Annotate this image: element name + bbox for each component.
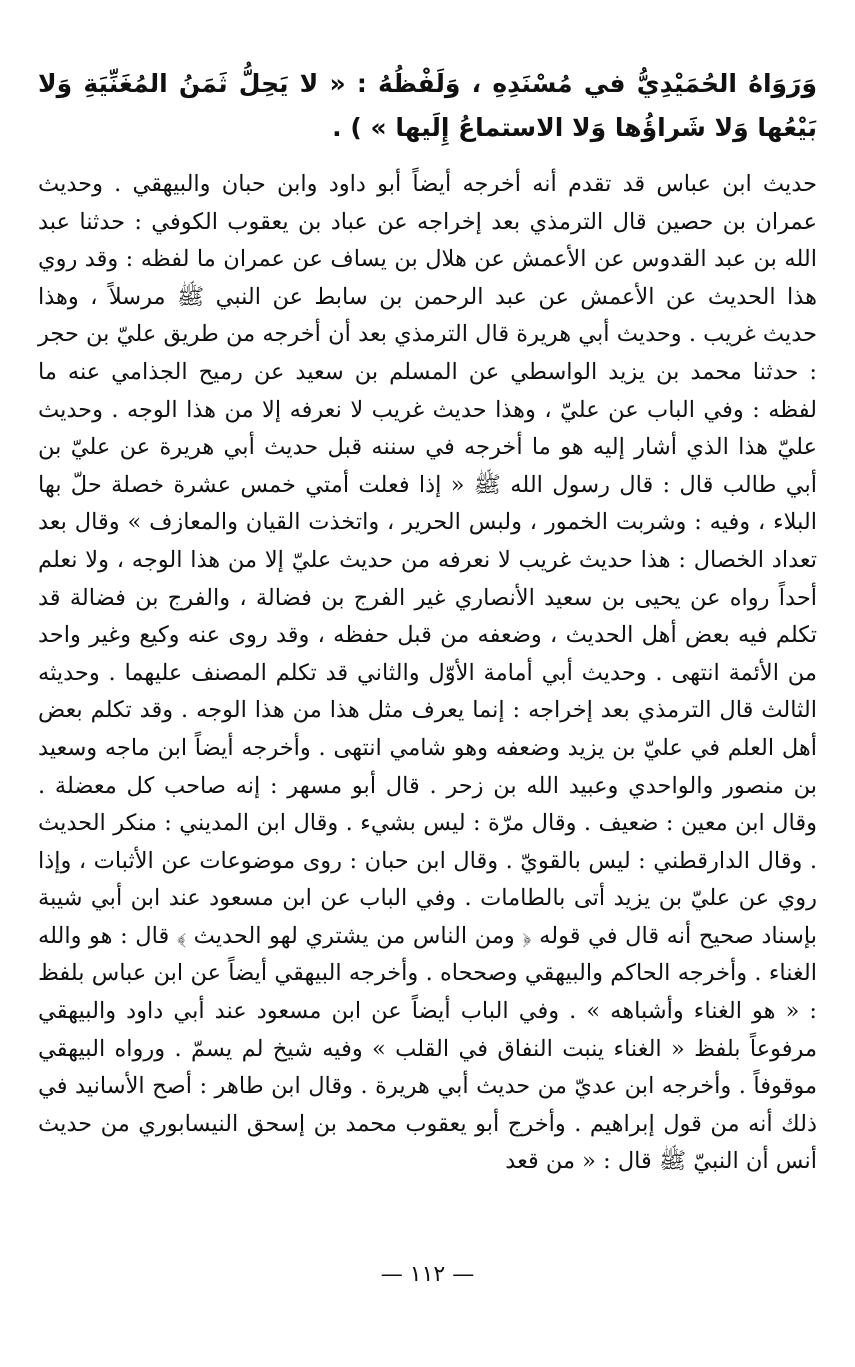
page-number: — ١١٢ — [380,1262,475,1287]
heading-outro: » ) . [332,113,387,142]
heading-intro: وَرَوَاهُ الحُمَيْدِيُّ في مُسْنَدِهِ ، وَلَفْظُهُ : « [329,69,817,98]
heading-quote: لا يَحِلُّ ثَمَنُ المُغَنِّيَةِ وَلا بَيْعُها وَلا شَراؤُها وَلا الاستماعُ إِلَيها [38,69,817,142]
commentary-paragraph: حديث ابن عباس قد تقدم أنه أخرجه أيضاً أبو داود وابن حبان والبيهقي . وحديث عمران بن حصين قال الترمذي بعد إخراجه عن عباد بن يعقوب الكوفي : حدثنا عبد الله بن عبد القدوس عن الأعمش عن هلال بن يساف عن عمران ما لفظه : وقد روي هذا الحديث عن الأعمش عن عبد الرحمن بن سابط عن النبي ﷺ مرسلاً ، وهذا حديث غريب . وحديث أبي هريرة قال الترمذي بعد أن أخرجه من طريق عليّ بن حجر : حدثنا محمد بن يزيد الواسطي عن المسلم بن سعيد عن رميح الجذامي عنه ما لفظه : وفي الباب عن عليّ ، وهذا حديث غريب لا نعرفه إلا من هذا الوجه . وحديث عليّ هذا الذي أشار إليه هو ما أخرجه في سننه قبل حديث أبي هريرة عن عليّ بن أبي طالب قال : قال رسول الله ﷺ « إذا فعلت أمتي خمس عشرة خصلة حلّ بها البلاء ، وفيه : وشربت الخمور ، ولبس الحرير ، واتخذت القيان والمعازف » وقال بعد تعداد الخصال : هذا حديث غريب لا نعرفه من حديث عليّ إلا من هذا الوجه ، ولا نعلم أحداً رواه عن يحيى بن سعيد الأنصاري غير الفرج بن فضالة ، والفرج بن فضالة قد تكلم فيه بعض أهل الحديث ، وضعفه من قبل حفظه ، وقد روى عنه وكيع وغير واحد من الأئمة انتهى . وحديث أبي أمامة الأوّل والثاني قد تكلم المصنف عليهما . وحديثه الثالث قال الترمذي بعد إخراجه : إنما يعرف مثل هذا من هذا الوجه . وقد تكلم بعض أهل العلم في عليّ بن يزيد وضعفه وهو شامي انتهى . وأخرجه أيضاً ابن ماجه وسعيد بن منصور والواحدي وعبيد الله بن زحر . قال أبو مسهر : إنه صاحب كل معضلة . وقال ابن معين : ضعيف . وقال مرّة : ليس بشيء . وقال ابن المديني : منكر الحديث . وقال الدارقطني : ليس بالقويّ . وقال ابن حبان : روى موضوعات عن الأثبات ، وإذا روي عن عليّ بن يزيد أتى بالطامات . وفي الباب عن ابن مسعود عند ابن أبي شيبة بإسناد صحيح أنه قال في قوله ﴿ ومن الناس من يشتري لهو الحديث ﴾ قال : هو والله الغناء . وأخرجه الحاكم والبيهقي وصححاه . وأخرجه البيهقي أيضاً عن ابن عباس بلفظ : « هو الغناء وأشباهه » . وفي الباب أيضاً عن ابن مسعود عند أبي داود والبيهقي مرفوعاً بلفظ « الغناء ينبت النفاق في القلب » وفيه شيخ لم يسمّ . ورواه البيهقي موقوفاً . وأخرجه ابن عديّ من حديث أبي هريرة . وقال ابن طاهر : أصح الأسانيد في ذلك أنه من قول إبراهيم . وأخرج أبو يعقوب محمد بن إسحق النيسابوري من حديث أنس أن النبيّ ﷺ قال : « من قعد [38,171,818,1175]
hadith-heading [38,62,817,150]
